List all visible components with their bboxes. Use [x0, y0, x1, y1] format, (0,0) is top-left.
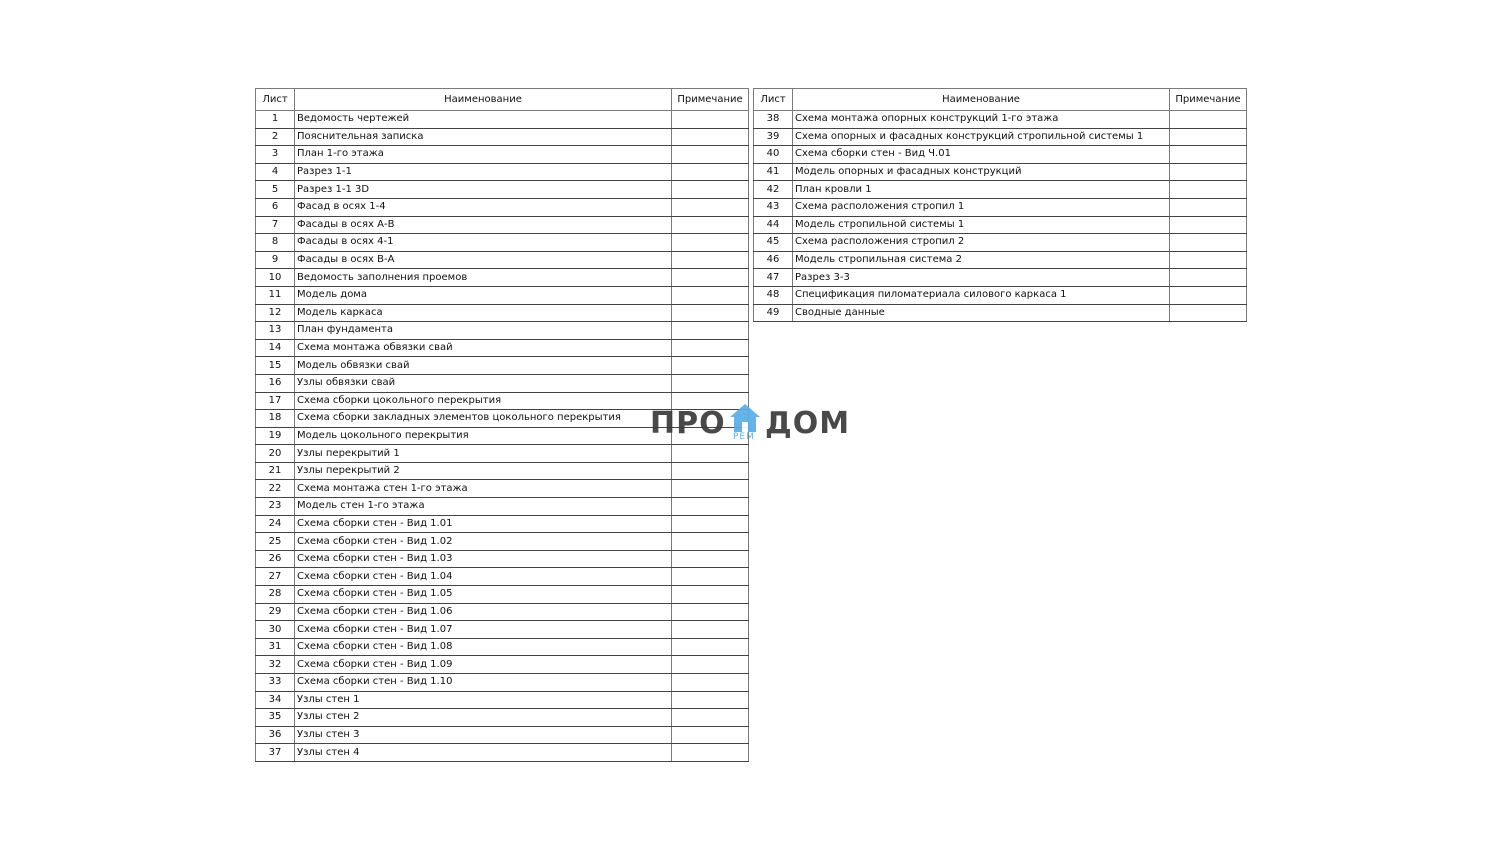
table-row [754, 181, 1247, 199]
cell-note [672, 163, 749, 181]
cell-name: Узлы обвязки свай [295, 374, 672, 392]
header-sheet: Лист [256, 89, 295, 111]
cell-sheet-number: 25 [256, 533, 295, 551]
cell-name: Модель стропильной системы 1 [793, 216, 1170, 234]
table-row [754, 216, 1247, 234]
cell-sheet-number: 10 [256, 269, 295, 287]
cell-sheet-number: 21 [256, 462, 295, 480]
cell-name: Схема сборки стен - Вид Ч.01 [793, 146, 1170, 164]
cell-note [1170, 251, 1247, 269]
cell-name: Фасад в осях 1-4 [295, 198, 672, 216]
cell-note [672, 726, 749, 744]
cell-sheet-number: 29 [256, 603, 295, 621]
cell-sheet-number: 39 [754, 128, 793, 146]
cell-sheet-number: 44 [754, 216, 793, 234]
cell-note [672, 111, 749, 129]
cell-sheet-number: 27 [256, 568, 295, 586]
cell-note [672, 128, 749, 146]
cell-note [672, 550, 749, 568]
cell-note [672, 515, 749, 533]
table-row [754, 146, 1247, 164]
cell-note [672, 674, 749, 692]
cell-name: Фасады в осях А-В [295, 216, 672, 234]
table-row [256, 691, 749, 709]
cell-name: Сводные данные [793, 304, 1170, 322]
cell-sheet-number: 16 [256, 374, 295, 392]
table-row [754, 128, 1247, 146]
cell-note [1170, 216, 1247, 234]
cell-note [672, 234, 749, 252]
cell-sheet-number: 43 [754, 198, 793, 216]
cell-name: Схема сборки стен - Вид 1.08 [295, 638, 672, 656]
cell-note [672, 374, 749, 392]
cell-sheet-number: 8 [256, 234, 295, 252]
cell-note [672, 181, 749, 199]
table-header-row [754, 89, 1247, 111]
cell-sheet-number: 41 [754, 163, 793, 181]
cell-note [672, 357, 749, 375]
table-row [256, 726, 749, 744]
header-sheet: Лист [754, 89, 793, 111]
cell-note [1170, 128, 1247, 146]
table-row [256, 674, 749, 692]
cell-sheet-number: 45 [754, 234, 793, 252]
table-row [256, 498, 749, 516]
cell-name: Схема монтажа обвязки свай [295, 339, 672, 357]
cell-sheet-number: 49 [754, 304, 793, 322]
cell-name: Модель обвязки свай [295, 357, 672, 375]
cell-note [672, 603, 749, 621]
cell-note [672, 322, 749, 340]
table-row [256, 216, 749, 234]
cell-note [672, 269, 749, 287]
table-row [256, 286, 749, 304]
table-row [256, 638, 749, 656]
cell-sheet-number: 14 [256, 339, 295, 357]
watermark-text-right: ДОМ [765, 406, 851, 441]
cell-sheet-number: 38 [754, 111, 793, 129]
cell-name: Модель опорных и фасадных конструкций [793, 163, 1170, 181]
cell-note [672, 146, 749, 164]
cell-note [1170, 234, 1247, 252]
table-row [256, 339, 749, 357]
cell-note [672, 251, 749, 269]
cell-note [1170, 111, 1247, 129]
cell-sheet-number: 42 [754, 181, 793, 199]
cell-note [672, 586, 749, 604]
cell-note [672, 304, 749, 322]
cell-name: Узлы перекрытий 2 [295, 462, 672, 480]
cell-note [1170, 146, 1247, 164]
table-header-row [256, 89, 749, 111]
cell-sheet-number: 28 [256, 586, 295, 604]
cell-sheet-number: 47 [754, 269, 793, 287]
table-row [256, 603, 749, 621]
table-row [256, 234, 749, 252]
cell-name: План кровли 1 [793, 181, 1170, 199]
cell-name: Разрез 3-3 [793, 269, 1170, 287]
cell-note [1170, 269, 1247, 287]
cell-name: Узлы стен 2 [295, 709, 672, 727]
table-row [256, 550, 749, 568]
table-row [256, 251, 749, 269]
cell-name: Спецификация пиломатериала силового каркаса 1 [793, 286, 1170, 304]
table-body-right [754, 111, 1247, 322]
cell-name: Пояснительная записка [295, 128, 672, 146]
table-row [256, 163, 749, 181]
cell-sheet-number: 30 [256, 621, 295, 639]
cell-sheet-number: 36 [256, 726, 295, 744]
cell-sheet-number: 6 [256, 198, 295, 216]
table-row [754, 163, 1247, 181]
cell-note [672, 691, 749, 709]
table-row [256, 146, 749, 164]
cell-note [672, 216, 749, 234]
cell-sheet-number: 12 [256, 304, 295, 322]
table-row [754, 111, 1247, 129]
watermark-text-left: ПРО [650, 406, 726, 441]
header-name: Наименование [793, 89, 1170, 111]
cell-name: Разрез 1-1 3D [295, 181, 672, 199]
cell-note [672, 656, 749, 674]
cell-sheet-number: 2 [256, 128, 295, 146]
cell-name: Модель стен 1-го этажа [295, 498, 672, 516]
cell-name: Схема расположения стропил 2 [793, 234, 1170, 252]
table-row [256, 480, 749, 498]
cell-name: Схема опорных и фасадных конструкций стропильной системы 1 [793, 128, 1170, 146]
table-row [256, 374, 749, 392]
cell-sheet-number: 18 [256, 410, 295, 428]
cell-name: Схема сборки цокольного перекрытия [295, 392, 672, 410]
table-row [256, 198, 749, 216]
cell-sheet-number: 1 [256, 111, 295, 129]
cell-sheet-number: 5 [256, 181, 295, 199]
cell-sheet-number: 40 [754, 146, 793, 164]
cell-name: Узлы стен 3 [295, 726, 672, 744]
table-row [256, 445, 749, 463]
cell-sheet-number: 23 [256, 498, 295, 516]
cell-name: Схема сборки стен - Вид 1.07 [295, 621, 672, 639]
table-row [256, 128, 749, 146]
table-row [256, 709, 749, 727]
table-row [256, 533, 749, 551]
cell-sheet-number: 11 [256, 286, 295, 304]
cell-name: Модель стропильная система 2 [793, 251, 1170, 269]
cell-note [672, 480, 749, 498]
cell-name: Схема сборки стен - Вид 1.09 [295, 656, 672, 674]
cell-name: Схема сборки стен - Вид 1.03 [295, 550, 672, 568]
cell-name: Фасады в осях 4-1 [295, 234, 672, 252]
cell-sheet-number: 13 [256, 322, 295, 340]
cell-note [672, 286, 749, 304]
cell-name: Узлы стен 1 [295, 691, 672, 709]
table-row [754, 198, 1247, 216]
table-row [256, 304, 749, 322]
cell-name: Схема сборки стен - Вид 1.06 [295, 603, 672, 621]
table-row [256, 568, 749, 586]
table-row [754, 269, 1247, 287]
cell-name: Схема монтажа стен 1-го этажа [295, 480, 672, 498]
cell-note [672, 621, 749, 639]
cell-name: Модель каркаса [295, 304, 672, 322]
cell-sheet-number: 3 [256, 146, 295, 164]
cell-sheet-number: 19 [256, 427, 295, 445]
cell-name: Ведомость чертежей [295, 111, 672, 129]
cell-sheet-number: 22 [256, 480, 295, 498]
cell-name: Ведомость заполнения проемов [295, 269, 672, 287]
cell-note [1170, 198, 1247, 216]
cell-sheet-number: 32 [256, 656, 295, 674]
cell-name: Схема сборки стен - Вид 1.02 [295, 533, 672, 551]
table-row [256, 515, 749, 533]
cell-note [672, 744, 749, 762]
cell-note [672, 709, 749, 727]
cell-name: Схема сборки стен - Вид 1.05 [295, 586, 672, 604]
cell-name: Модель дома [295, 286, 672, 304]
cell-sheet-number: 37 [256, 744, 295, 762]
table-row [754, 234, 1247, 252]
table-row [754, 251, 1247, 269]
cell-note [672, 568, 749, 586]
cell-sheet-number: 34 [256, 691, 295, 709]
cell-name: Схема сборки стен - Вид 1.10 [295, 674, 672, 692]
table-row [754, 304, 1247, 322]
cell-name: Схема сборки стен - Вид 1.04 [295, 568, 672, 586]
cell-sheet-number: 20 [256, 445, 295, 463]
cell-name: Разрез 1-1 [295, 163, 672, 181]
cell-note [672, 445, 749, 463]
table-row [256, 462, 749, 480]
table-row [256, 744, 749, 762]
cell-sheet-number: 26 [256, 550, 295, 568]
cell-note [1170, 286, 1247, 304]
cell-name: Схема сборки закладных элементов цокольного перекрытия [295, 410, 672, 428]
table-row [256, 656, 749, 674]
cell-name: Узлы перекрытий 1 [295, 445, 672, 463]
cell-note [672, 498, 749, 516]
cell-name: Схема сборки стен - Вид 1.01 [295, 515, 672, 533]
cell-sheet-number: 48 [754, 286, 793, 304]
cell-sheet-number: 46 [754, 251, 793, 269]
cell-sheet-number: 17 [256, 392, 295, 410]
table-row [256, 322, 749, 340]
watermark-subtext: РЕМ [733, 432, 755, 442]
header-name: Наименование [295, 89, 672, 111]
cell-name: Фасады в осях В-А [295, 251, 672, 269]
cell-name: План 1-го этажа [295, 146, 672, 164]
table-row [754, 286, 1247, 304]
cell-name: Схема расположения стропил 1 [793, 198, 1170, 216]
cell-sheet-number: 4 [256, 163, 295, 181]
cell-note [1170, 163, 1247, 181]
watermark-logo [650, 402, 850, 446]
table-row [256, 181, 749, 199]
cell-sheet-number: 15 [256, 357, 295, 375]
table-row [256, 621, 749, 639]
cell-note [672, 462, 749, 480]
cell-sheet-number: 7 [256, 216, 295, 234]
cell-name: План фундамента [295, 322, 672, 340]
cell-sheet-number: 9 [256, 251, 295, 269]
cell-note [672, 533, 749, 551]
table-row [256, 357, 749, 375]
cell-sheet-number: 31 [256, 638, 295, 656]
cell-note [672, 198, 749, 216]
cell-note [1170, 181, 1247, 199]
header-note: Примечание [672, 89, 749, 111]
cell-note [672, 638, 749, 656]
table-row [256, 586, 749, 604]
table-row [256, 111, 749, 129]
cell-sheet-number: 35 [256, 709, 295, 727]
table-row [256, 269, 749, 287]
cell-name: Схема монтажа опорных конструкций 1-го этажа [793, 111, 1170, 129]
cell-sheet-number: 24 [256, 515, 295, 533]
cell-note [1170, 304, 1247, 322]
cell-name: Узлы стен 4 [295, 744, 672, 762]
cell-sheet-number: 33 [256, 674, 295, 692]
header-note: Примечание [1170, 89, 1247, 111]
cell-note [672, 339, 749, 357]
cell-name: Модель цокольного перекрытия [295, 427, 672, 445]
drawings-table-right [753, 88, 1247, 322]
